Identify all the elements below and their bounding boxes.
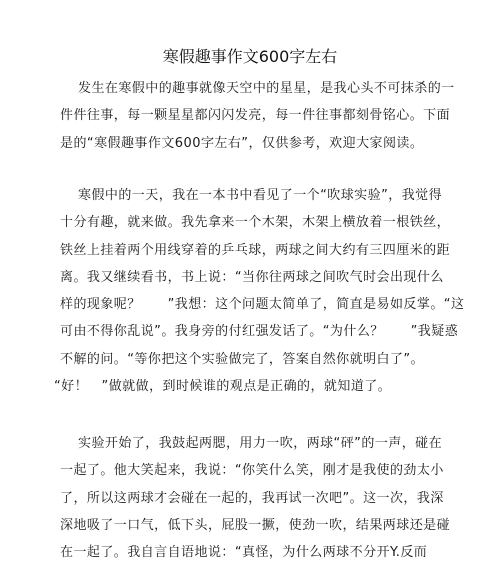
- text-line: 发生在寒假中的趣事就像天空中的星星，是我心头不可抹杀的一: [78, 81, 455, 96]
- text-line: 是的“寒假趣事作文600字左右”，仅供参考，欢迎大家阅读。: [60, 135, 424, 151]
- text-line: 样的现象呢？ ”我想：这个问题太简单了，简直是易如反掌。“这: [60, 297, 465, 313]
- text-line: 可由不得你乱说”。我身旁的付红强发话了。“为什么？ ”我疑惑: [60, 324, 459, 340]
- paragraph-experiment-setup: [54, 182, 465, 400]
- text-line: 寒假中的一天，我在一本书中看见了一个“吹球实验”，我觉得: [78, 188, 443, 203]
- text-line: “好！ ”做就做，到时候谁的观点是正确的，就知道了。: [54, 379, 392, 395]
- text-line: 实验开始了，我鼓起两腮，用力一吹，两球“砰”的一声，碰在: [78, 436, 443, 451]
- paragraph-experiment-start: [60, 430, 451, 565]
- text-line: 一起了。他大笑起来，我说：“你笑什么笑，刚才是我使的劲太小: [60, 463, 444, 479]
- text-line: 在一起了。我自言自语地说：“真怪，为什么两球不分开Y.反而: [60, 545, 428, 561]
- text-line: 深地吸了一口气，低下头，屁股一撅，使劲一吹，结果两球还是碰: [60, 517, 451, 533]
- text-line: 件件往事，每一颗星星都闪闪发亮，每一件往事都刻骨铭心。下面: [60, 108, 451, 124]
- paragraph-intro: [60, 75, 455, 157]
- document-title: 寒假趣事作文600字左右: [162, 47, 338, 66]
- text-line: 了，所以这两球才会碰在一起的，我再试一次吧”。这一次，我深: [60, 490, 444, 506]
- text-line: 不解的问。“等你把这个实验做完了，答案自然你就明白了”。: [60, 351, 425, 367]
- text-line: 十分有趣，就来做。我先拿来一个木架，木架上横放着一根铁丝，: [60, 215, 451, 231]
- text-line: 铁丝上挂着两个用线穿着的乒乓球，两球之间大约有三四厘米的距: [60, 242, 451, 258]
- text-line: 离。我又继续看书，书上说：“当你往两球之间吹气时会出现什么: [60, 269, 444, 285]
